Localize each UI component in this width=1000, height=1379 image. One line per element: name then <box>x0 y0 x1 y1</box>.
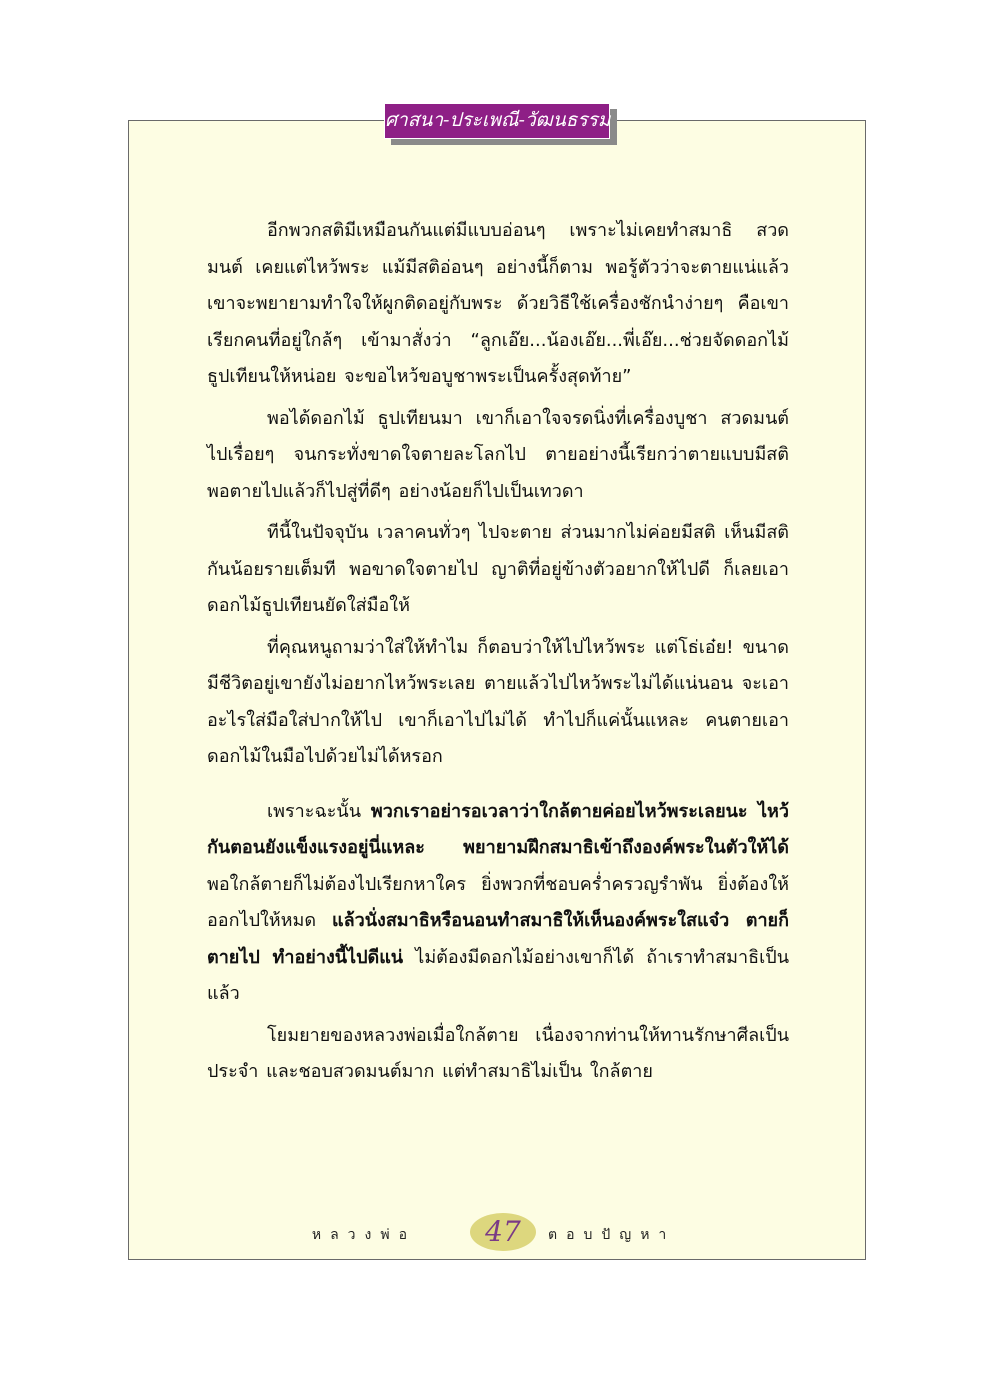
paragraph-6 <box>207 1018 789 1091</box>
paragraph-text: ที่คุณหนูถามว่าใส่ให้ทำไม ก็ตอบว่าให้ไปไหว้พระ แต่โธ่เอ๋ย! ขนาดมีชีวิตอยู่เขายังไม่อยากไหว้พระเลย ตายแล้วไปไหว้พระไม่ได้แน่นอน จะเอาอะไรใส่มือใส่ปากให้ไป เขาก็เอาไปไม่ได้ ทำไปก็แค่นั้นแหละ คนตายเอาดอกไม้ในมือไปด้วยไม่ได้หรอก <box>207 636 789 767</box>
paragraph-text: พอได้ดอกไม้ ธูปเทียนมา เขาก็เอาใจจรดนิ่งที่เครื่องบูชา สวดมนต์ไปเรื่อยๆ จนกระทั่งขาดใจตายละโลกไป ตายอย่างนี้เรียกว่าตายแบบมีสติ พอตายไปแล้วก็ไปสู่ที่ดีๆ อย่างน้อยก็ไปเป็นเทวดา <box>207 407 789 502</box>
paragraph-text: เพราะฉะนั้น <box>267 800 371 822</box>
page-number: 47 <box>470 1213 536 1251</box>
paragraph-1 <box>207 213 789 396</box>
footer-book-title-right: ตอบปัญหา <box>548 1227 676 1243</box>
paragraph-text: ไม่ต้องมีดอกไม้อย่างเขาก็ได้ ถ้าเราทำสมาธิเป็นแล้ว <box>207 946 789 1004</box>
bold-emphasis-text: แล้วนั่งสมาธิหรือนอนทำสมาธิให้เห็นองค์พระใสแจ๋ว ตายก็ตายไป ทำอย่างนี้ไปดีแน่ <box>207 910 789 968</box>
footer-book-title-left: หลวงพ่อ <box>311 1227 416 1243</box>
bold-emphasis-text: พวกเราอย่ารอเวลาว่าใกล้ตายค่อยไหว้พระเลยนะ ไหว้กันตอนยังแข็งแรงอยู่นี่แหละ พยายามฝึกสมาธิเข้าถึงองค์พระในตัวให้ได้ <box>207 800 789 858</box>
paragraph-2 <box>207 401 789 511</box>
paragraph-3 <box>207 515 789 625</box>
page-footer <box>128 1212 866 1252</box>
paragraph-text: พอใกล้ตายก็ไม่ต้องไปเรียกหาใคร ยิ่งพวกที่ชอบคร่ำครวญรำพัน ยิ่งต้องให้ออกไปให้หมด <box>207 873 789 931</box>
paragraph-text: ทีนี้ในปัจจุบัน เวลาคนทั่วๆ ไปจะตาย ส่วนมากไม่ค่อยมีสติ เห็นมีสติกันน้อยรายเต็มที พอขาดใจตายไป ญาติที่อยู่ข้างตัวอยากให้ไปดี ก็เลยเอาดอกไม้ธูปเทียนยัดใส่มือให้ <box>207 522 789 616</box>
paragraph-5 <box>207 794 789 1013</box>
paragraph-text: อีกพวกสติมีเหมือนกันแต่มีแบบอ่อนๆ เพราะไม่เคยทำสมาธิ สวดมนต์ เคยแต่ไหว้พระ แม้มีสติอ่อนๆ อย่างนี้ก็ตาม พอรู้ตัวว่าจะตายแน่แล้วเขาจะพยายามทำใจให้ผูกติดอยู่กับพระ ด้วยวิธีใช้เครื่องชักนำง่ายๆ คือเขาเรียกคนที่อยู่ใกล้ๆ เข้ามาสั่งว่า “ลูกเอ๊ย...น้องเอ๊ย...พี่เอ๊ย...ช่วยจัดดอกไม้ธูปเทียนให้หน่อย จะขอไหว้ขอบูชาพระเป็นครั้งสุดท้าย” <box>207 220 789 387</box>
section-header <box>384 103 610 139</box>
paragraph-text: โยมยายของหลวงพ่อเมื่อใกล้ตาย เนื่องจากท่านให้ทานรักษาศีลเป็นประจำ และชอบสวดมนต์มาก แต่ทำสมาธิไม่เป็น ใกล้ตาย <box>207 1024 789 1082</box>
paragraph-4 <box>207 630 789 776</box>
section-title: ศาสนา-ประเพณี-วัฒนธรรม <box>384 103 610 139</box>
article-body <box>207 213 789 1091</box>
